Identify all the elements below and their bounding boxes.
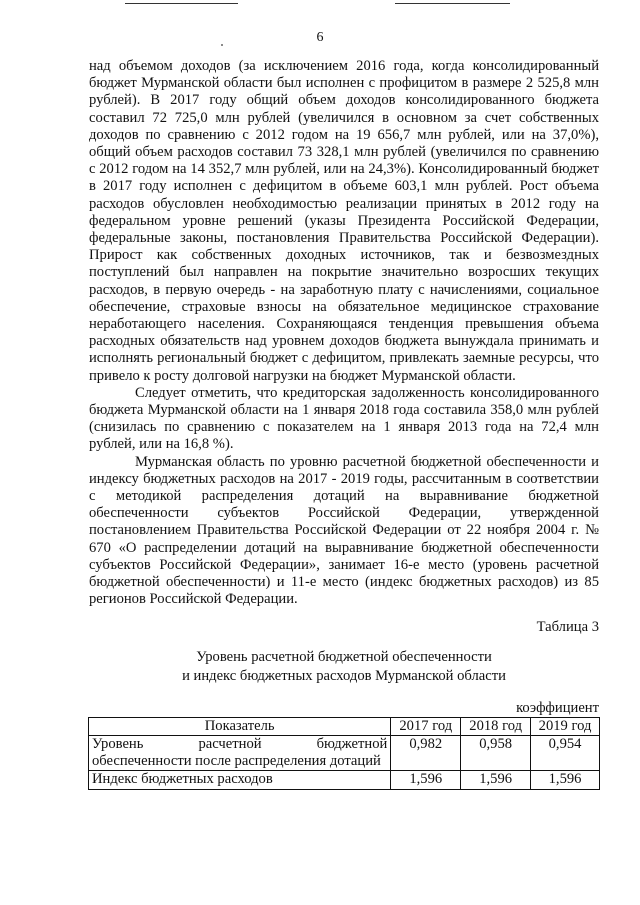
document-body <box>89 58 599 790</box>
table-unit-label: коэффициент <box>516 699 599 716</box>
top-rule-left <box>125 3 238 4</box>
table-caption-line-1: Уровень расчетной бюджетной обеспеченности <box>196 648 492 665</box>
header-2017: 2017 год <box>391 717 461 735</box>
row-1-2018: 0,958 <box>461 735 531 770</box>
top-rule-right <box>395 3 510 4</box>
table-label: Таблица 3 <box>536 618 599 635</box>
page-number: 6 <box>316 30 324 45</box>
table-header-row <box>89 717 600 735</box>
paragraph-3: Мурманская область по уровню расчетной бюджетной обеспеченности и индексу бюджетных расходов на 2017 - 2019 годы, рассчитанным в соответствии с методикой распределения дотаций на выравнивание бюджетной обеспеченности субъектов Российской Федерации, утвержденной постановлением Правительства Российской Федерации от 22 ноября 2004 г. № 670 «О распределении дотаций на выравнивание бюджетной обеспеченности субъектов Российской Федерации», занимает 16-е место (уровень расчетной бюджетной обеспеченности) и 11-е место (индекс бюджетных расходов) из 85 регионов Российской Федерации. <box>89 453 599 608</box>
table-caption <box>89 648 599 686</box>
table-row <box>89 735 600 770</box>
row-1-2017: 0,982 <box>391 735 461 770</box>
header-2018: 2018 год <box>461 717 531 735</box>
row-2-2018: 1,596 <box>461 771 531 789</box>
budget-table <box>88 717 600 790</box>
row-2-2017: 1,596 <box>391 771 461 789</box>
row-2-2019: 1,596 <box>531 771 600 789</box>
table-row <box>89 771 600 789</box>
paragraph-2: Следует отметить, что кредиторская задолженность консолидированного бюджета Мурманской области на 1 января 2018 года составила 358,0 млн рублей (снизилась по сравнению с показателем на 1 января 2013 года на 72,4 млн рублей, или на 16,8 %). <box>89 384 599 453</box>
row-1-indicator: Уровень расчетной бюджетной обеспеченности после распределения дотаций <box>89 735 391 770</box>
row-2-indicator: Индекс бюджетных расходов <box>89 771 391 789</box>
scan-dot <box>221 44 223 46</box>
header-2019: 2019 год <box>531 717 600 735</box>
header-indicator: Показатель <box>89 717 391 735</box>
paragraph-1: над объемом доходов (за исключением 2016 года, когда консолидированный бюджет Мурманской области был исполнен с профицитом в размере 2 525,8 млн рублей). В 2017 году общий объем доходов консолидированного бюджета составил 72 725,0 млн рублей (увеличился в основном за счет собственных доходов по сравнению с 2012 годом на 19 656,7 млн рублей, или на 37,0%), общий объем расходов составил 73 328,1 млн рублей (увеличился по сравнению с 2012 годом на 14 352,7 млн рублей, или на 24,3%). Консолидированный бюджет в 2017 году исполнен с дефицитом в объеме 603,1 млн рублей. Рост объема расходов обусловлен необходимостью реализации принятых в 2012 году на федеральном уровне решений (указы Президента Российской Федерации, федеральные законы, постановления Правительства Российской Федерации). Прирост как собственных доходных источников, так и безвозмездных поступлений был направлен на покрытие значительно возросших текущих расходов, в первую очередь - на заработную плату с начислениями, социальное обеспечение, страховые взносы на обязательное медицинское страхование неработающего населения. Сохраняющаяся тенденция превышения объема расходных обязательств над уровнем доходов бюджета вынуждала принимать и исполнять региональный бюджет с дефицитом, привлекать заемные ресурсы, что привело к росту долговой нагрузки на бюджет Мурманской области. <box>89 58 599 384</box>
table-caption-line-2: и индекс бюджетных расходов Мурманской области <box>182 667 506 684</box>
row-1-2019: 0,954 <box>531 735 600 770</box>
